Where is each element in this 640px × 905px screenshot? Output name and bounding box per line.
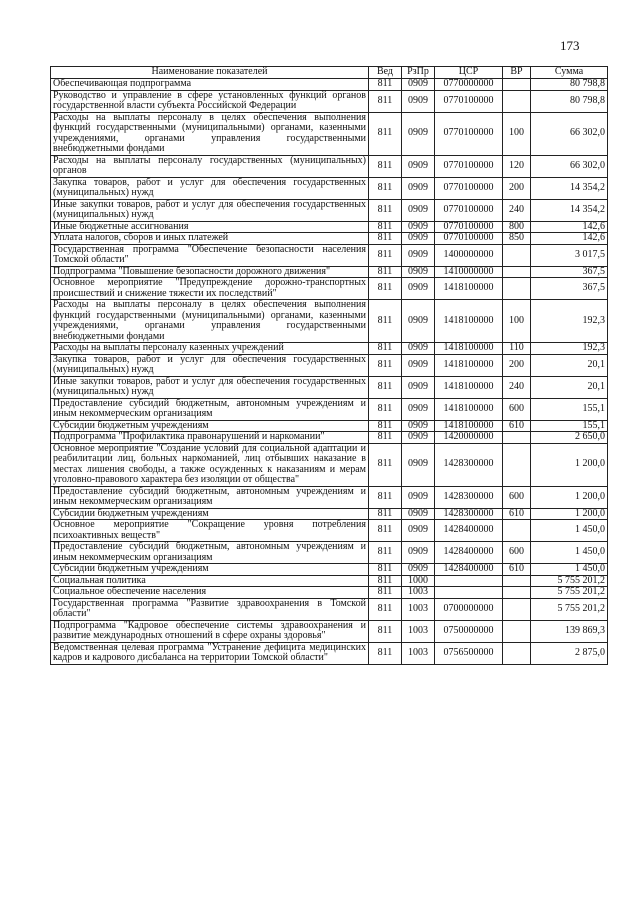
cell-sum: 2 875,0 [531, 642, 608, 664]
table-row [51, 155, 608, 177]
cell-sum: 142,6 [531, 233, 608, 245]
cell-name: Подпрограмма "Повышение безопасности дорожного движения" [51, 266, 369, 278]
cell-vr: 240 [503, 376, 531, 398]
header-vr: ВР [503, 67, 531, 79]
cell-rzpr: 1003 [402, 587, 435, 599]
cell-name: Расходы на выплаты персоналу в целях обеспечения выполнения функций государственными (муниципальными) органами, казенными учреждениями, органами управления государственными внебюджетными фондами [51, 112, 369, 155]
cell-ved: 811 [369, 398, 402, 420]
cell-csr: 0770100000 [435, 221, 503, 233]
cell-ved: 811 [369, 486, 402, 508]
table-body [51, 79, 608, 665]
cell-ved: 811 [369, 376, 402, 398]
table-row [51, 266, 608, 278]
cell-ved: 811 [369, 278, 402, 300]
cell-sum: 1 450,0 [531, 564, 608, 576]
cell-vr [503, 432, 531, 444]
cell-csr [435, 575, 503, 587]
cell-vr: 100 [503, 300, 531, 343]
cell-ved: 811 [369, 300, 402, 343]
cell-csr: 0770100000 [435, 199, 503, 221]
cell-ved: 811 [369, 432, 402, 444]
page-number: 173 [560, 38, 580, 53]
table-row [51, 642, 608, 664]
header-rzpr: РзПр [402, 67, 435, 79]
cell-csr: 0770000000 [435, 79, 503, 91]
cell-rzpr: 0909 [402, 564, 435, 576]
cell-csr: 0770100000 [435, 177, 503, 199]
cell-name: Руководство и управление в сфере установленных функций органов государственной власти субъекта Российской Федерации [51, 90, 369, 112]
cell-name: Ведомственная целевая программа "Устранение дефицита медицинских кадров и кадрового дисбаланса на территории Томской области" [51, 642, 369, 664]
cell-rzpr: 0909 [402, 266, 435, 278]
cell-name: Уплата налогов, сборов и иных платежей [51, 233, 369, 245]
cell-vr: 600 [503, 486, 531, 508]
cell-ved: 811 [369, 520, 402, 542]
cell-vr [503, 598, 531, 620]
table-row [51, 443, 608, 486]
cell-csr: 1420000000 [435, 432, 503, 444]
cell-rzpr: 0909 [402, 354, 435, 376]
cell-csr: 1400000000 [435, 244, 503, 266]
cell-rzpr: 1000 [402, 575, 435, 587]
cell-vr: 120 [503, 155, 531, 177]
cell-csr: 1428400000 [435, 564, 503, 576]
header-csr: ЦСР [435, 67, 503, 79]
cell-rzpr: 0909 [402, 420, 435, 432]
cell-vr [503, 620, 531, 642]
cell-sum: 1 450,0 [531, 542, 608, 564]
cell-name: Основное мероприятие "Предупреждение дорожно-транспортных происшествий и снижение тяжести их последствий" [51, 278, 369, 300]
table-row [51, 542, 608, 564]
cell-sum: 66 302,0 [531, 155, 608, 177]
cell-sum: 2 650,0 [531, 432, 608, 444]
cell-name: Иные бюджетные ассигнования [51, 221, 369, 233]
cell-name: Закупка товаров, работ и услуг для обеспечения государственных (муниципальных) нужд [51, 177, 369, 199]
table-row [51, 221, 608, 233]
table-row [51, 79, 608, 91]
cell-csr: 0770100000 [435, 90, 503, 112]
cell-ved: 811 [369, 420, 402, 432]
cell-name: Расходы на выплаты персоналу в целях обеспечения выполнения функций государственными (муниципальными) органами, казенными учреждениями, органами управления государственными внебюджетными фондами [51, 300, 369, 343]
cell-ved: 811 [369, 343, 402, 355]
cell-name: Подпрограмма "Профилактика правонарушений и наркомании" [51, 432, 369, 444]
cell-rzpr: 1003 [402, 598, 435, 620]
cell-csr: 1428300000 [435, 508, 503, 520]
cell-ved: 811 [369, 354, 402, 376]
cell-vr: 200 [503, 177, 531, 199]
cell-rzpr: 0909 [402, 398, 435, 420]
cell-sum: 5 755 201,2 [531, 575, 608, 587]
cell-ved: 811 [369, 575, 402, 587]
cell-csr: 1428400000 [435, 520, 503, 542]
cell-sum: 1 200,0 [531, 486, 608, 508]
table-row [51, 354, 608, 376]
table-row [51, 112, 608, 155]
cell-rzpr: 0909 [402, 343, 435, 355]
cell-csr: 1418100000 [435, 300, 503, 343]
cell-sum: 3 017,5 [531, 244, 608, 266]
cell-sum: 5 755 201,2 [531, 598, 608, 620]
cell-name: Государственная программа "Развитие здравоохранения в Томской области" [51, 598, 369, 620]
table-row [51, 343, 608, 355]
cell-vr: 240 [503, 199, 531, 221]
cell-name: Социальная политика [51, 575, 369, 587]
cell-vr [503, 266, 531, 278]
cell-vr: 100 [503, 112, 531, 155]
cell-name: Государственная программа "Обеспечение безопасности населения Томской области" [51, 244, 369, 266]
cell-rzpr: 1003 [402, 620, 435, 642]
cell-name: Субсидии бюджетным учреждениям [51, 420, 369, 432]
cell-csr: 1418100000 [435, 354, 503, 376]
table-row [51, 432, 608, 444]
cell-csr: 0770100000 [435, 112, 503, 155]
cell-rzpr: 0909 [402, 177, 435, 199]
cell-name: Подпрограмма "Кадровое обеспечение системы здравоохранения и развитие международных отношений в сфере охраны здоровья" [51, 620, 369, 642]
cell-sum: 1 450,0 [531, 520, 608, 542]
cell-ved: 811 [369, 155, 402, 177]
cell-name: Предоставление субсидий бюджетным, автономным учреждениям и иным некоммерческим организациям [51, 542, 369, 564]
cell-name: Расходы на выплаты персоналу казенных учреждений [51, 343, 369, 355]
cell-rzpr: 0909 [402, 221, 435, 233]
header-ved: Вед [369, 67, 402, 79]
table-row [51, 508, 608, 520]
table-row [51, 575, 608, 587]
cell-rzpr: 0909 [402, 233, 435, 245]
cell-vr [503, 90, 531, 112]
cell-csr: 1418100000 [435, 398, 503, 420]
cell-vr [503, 278, 531, 300]
cell-rzpr: 0909 [402, 432, 435, 444]
cell-sum: 142,6 [531, 221, 608, 233]
cell-sum: 66 302,0 [531, 112, 608, 155]
table-header-row [51, 67, 608, 79]
cell-name: Иные закупки товаров, работ и услуг для обеспечения государственных (муниципальных) нужд [51, 199, 369, 221]
cell-ved: 811 [369, 587, 402, 599]
cell-rzpr: 0909 [402, 486, 435, 508]
table-row [51, 300, 608, 343]
cell-ved: 811 [369, 508, 402, 520]
cell-rzpr: 0909 [402, 79, 435, 91]
cell-sum: 1 200,0 [531, 508, 608, 520]
cell-csr: 0770100000 [435, 233, 503, 245]
cell-name: Основное мероприятие "Создание условий для социальной адаптации и реабилитации лиц, больных наркоманией, лиц отбывших наказание в местах лишения свободы, а также осужденных к наказаниям и мерам уголовно-правового характера без изоляции от общества" [51, 443, 369, 486]
header-sum: Сумма [531, 67, 608, 79]
cell-rzpr: 1003 [402, 642, 435, 664]
cell-name: Расходы на выплаты персоналу государственных (муниципальных) органов [51, 155, 369, 177]
cell-csr: 0700000000 [435, 598, 503, 620]
cell-csr: 1428400000 [435, 542, 503, 564]
cell-ved: 811 [369, 233, 402, 245]
cell-name: Основное мероприятие "Сокращение уровня потребления психоактивных веществ" [51, 520, 369, 542]
table-row [51, 233, 608, 245]
cell-rzpr: 0909 [402, 300, 435, 343]
cell-name: Обеспечивающая подпрограмма [51, 79, 369, 91]
cell-ved: 811 [369, 564, 402, 576]
cell-sum: 80 798,8 [531, 90, 608, 112]
cell-name: Иные закупки товаров, работ и услуг для обеспечения государственных (муниципальных) нужд [51, 376, 369, 398]
cell-csr: 1418100000 [435, 343, 503, 355]
cell-rzpr: 0909 [402, 443, 435, 486]
cell-rzpr: 0909 [402, 542, 435, 564]
cell-ved: 811 [369, 199, 402, 221]
cell-vr: 800 [503, 221, 531, 233]
cell-rzpr: 0909 [402, 199, 435, 221]
cell-csr: 1418100000 [435, 278, 503, 300]
cell-sum: 192,3 [531, 300, 608, 343]
cell-rzpr: 0909 [402, 155, 435, 177]
cell-ved: 811 [369, 221, 402, 233]
cell-rzpr: 0909 [402, 112, 435, 155]
cell-sum: 20,1 [531, 376, 608, 398]
cell-name: Предоставление субсидий бюджетным, автономным учреждениям и иным некоммерческим организациям [51, 398, 369, 420]
cell-sum: 80 798,8 [531, 79, 608, 91]
cell-csr [435, 587, 503, 599]
cell-ved: 811 [369, 79, 402, 91]
cell-sum: 367,5 [531, 266, 608, 278]
cell-csr: 1410000000 [435, 266, 503, 278]
cell-rzpr: 0909 [402, 520, 435, 542]
cell-ved: 811 [369, 90, 402, 112]
cell-ved: 811 [369, 177, 402, 199]
table-row [51, 486, 608, 508]
cell-vr: 600 [503, 542, 531, 564]
cell-rzpr: 0909 [402, 376, 435, 398]
cell-ved: 811 [369, 112, 402, 155]
cell-sum: 1 200,0 [531, 443, 608, 486]
cell-rzpr: 0909 [402, 90, 435, 112]
cell-vr: 110 [503, 343, 531, 355]
cell-name: Социальное обеспечение населения [51, 587, 369, 599]
cell-vr: 200 [503, 354, 531, 376]
cell-name: Субсидии бюджетным учреждениям [51, 564, 369, 576]
cell-vr: 610 [503, 564, 531, 576]
cell-vr [503, 575, 531, 587]
cell-vr [503, 244, 531, 266]
cell-rzpr: 0909 [402, 244, 435, 266]
cell-sum: 155,1 [531, 420, 608, 432]
table-row [51, 244, 608, 266]
table-row [51, 420, 608, 432]
cell-csr: 1428300000 [435, 443, 503, 486]
cell-csr: 0756500000 [435, 642, 503, 664]
cell-sum: 14 354,2 [531, 177, 608, 199]
cell-vr [503, 642, 531, 664]
cell-sum: 155,1 [531, 398, 608, 420]
table-row [51, 177, 608, 199]
cell-ved: 811 [369, 620, 402, 642]
cell-csr: 1418100000 [435, 376, 503, 398]
cell-ved: 811 [369, 598, 402, 620]
cell-vr: 600 [503, 398, 531, 420]
table-row [51, 376, 608, 398]
table-row [51, 520, 608, 542]
cell-sum: 5 755 201,2 [531, 587, 608, 599]
cell-vr [503, 443, 531, 486]
cell-ved: 811 [369, 642, 402, 664]
table-row [51, 398, 608, 420]
budget-table [50, 66, 608, 665]
cell-rzpr: 0909 [402, 508, 435, 520]
cell-ved: 811 [369, 244, 402, 266]
cell-name: Субсидии бюджетным учреждениям [51, 508, 369, 520]
table-row [51, 278, 608, 300]
cell-sum: 14 354,2 [531, 199, 608, 221]
table-row [51, 598, 608, 620]
header-name: Наименование показателей [51, 67, 369, 79]
cell-csr: 0770100000 [435, 155, 503, 177]
cell-name: Предоставление субсидий бюджетным, автономным учреждениям и иным некоммерческим организациям [51, 486, 369, 508]
cell-ved: 811 [369, 542, 402, 564]
cell-csr: 1418100000 [435, 420, 503, 432]
cell-sum: 139 869,3 [531, 620, 608, 642]
cell-ved: 811 [369, 266, 402, 278]
table-row [51, 564, 608, 576]
table-row [51, 90, 608, 112]
cell-csr: 0750000000 [435, 620, 503, 642]
cell-vr [503, 520, 531, 542]
cell-vr [503, 587, 531, 599]
cell-vr: 610 [503, 508, 531, 520]
cell-vr: 610 [503, 420, 531, 432]
cell-vr: 850 [503, 233, 531, 245]
cell-name: Закупка товаров, работ и услуг для обеспечения государственных (муниципальных) нужд [51, 354, 369, 376]
table-row [51, 620, 608, 642]
cell-vr [503, 79, 531, 91]
cell-sum: 192,3 [531, 343, 608, 355]
table-row [51, 199, 608, 221]
cell-ved: 811 [369, 443, 402, 486]
cell-csr: 1428300000 [435, 486, 503, 508]
cell-sum: 20,1 [531, 354, 608, 376]
table-row [51, 587, 608, 599]
cell-sum: 367,5 [531, 278, 608, 300]
cell-rzpr: 0909 [402, 278, 435, 300]
